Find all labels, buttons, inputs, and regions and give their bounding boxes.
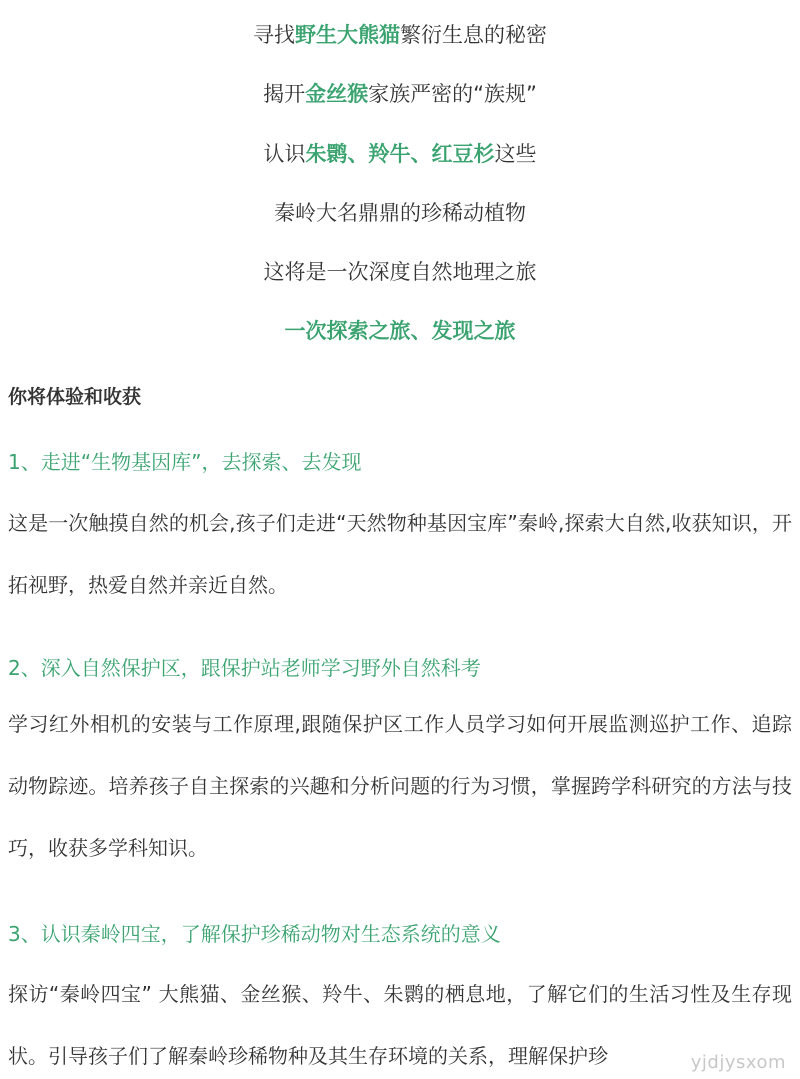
intro-line-3 bbox=[0, 139, 800, 169]
intro-line-3-post: 这些 bbox=[494, 142, 537, 166]
intro-line-1 bbox=[0, 20, 800, 50]
intro-line-5: 这将是一次深度自然地理之旅 bbox=[263, 260, 537, 284]
intro-line-1-post: 繁衍生息的秘密 bbox=[400, 23, 547, 47]
intro-line-2-post: 家族严密的“族规” bbox=[368, 82, 537, 106]
intro-line-3-highlight: 朱鹮、羚牛、红豆杉 bbox=[305, 142, 495, 166]
section-title: 你将体验和收获 bbox=[8, 386, 142, 408]
intro-line-1-highlight: 野生大熊猫 bbox=[295, 23, 400, 47]
intro-line-3-pre: 认识 bbox=[263, 142, 306, 166]
item-1-heading: 1、走进“生物基因库”，去探索、去发现 bbox=[8, 450, 362, 474]
item-2-body: 学习红外相机的安装与工作原理,跟随保护区工作人员学习如何开展监测巡护工作、追踪动物踪迹。培养孩子自主探索的兴趣和分析问题的行为习惯，掌握跨学科研究的方法与技巧，收获多学科知识。 bbox=[8, 712, 792, 860]
intro-line-2-highlight: 金丝猴 bbox=[305, 82, 369, 106]
intro-line-1-pre: 寻找 bbox=[253, 23, 295, 47]
item-3-body: 探访“秦岭四宝” 大熊猫、金丝猴、羚牛、朱鹮的栖息地，了解它们的生活习性及生存现状。引导孩子们了解秦岭珍稀物种及其生存环境的关系，理解保护珍 bbox=[8, 982, 792, 1068]
intro-line-2-pre: 揭开 bbox=[263, 82, 306, 106]
intro-line-4: 秦岭大名鼎鼎的珍稀动植物 bbox=[274, 201, 526, 225]
intro-line-2 bbox=[0, 79, 800, 109]
item-3-heading: 3、认识秦岭四宝，了解保护珍稀动物对生态系统的意义 bbox=[8, 922, 501, 946]
item-1-body: 这是一次触摸自然的机会,孩子们走进“天然物种基因宝库”秦岭,探索大自然,收获知识，开拓视野，热爱自然并亲近自然。 bbox=[8, 511, 792, 597]
intro-line-6: 一次探索之旅、发现之旅 bbox=[284, 319, 516, 343]
watermark: yjdjysxom bbox=[690, 1052, 786, 1073]
item-2-heading: 2、深入自然保护区，跟保护站老师学习野外自然科考 bbox=[8, 656, 481, 680]
